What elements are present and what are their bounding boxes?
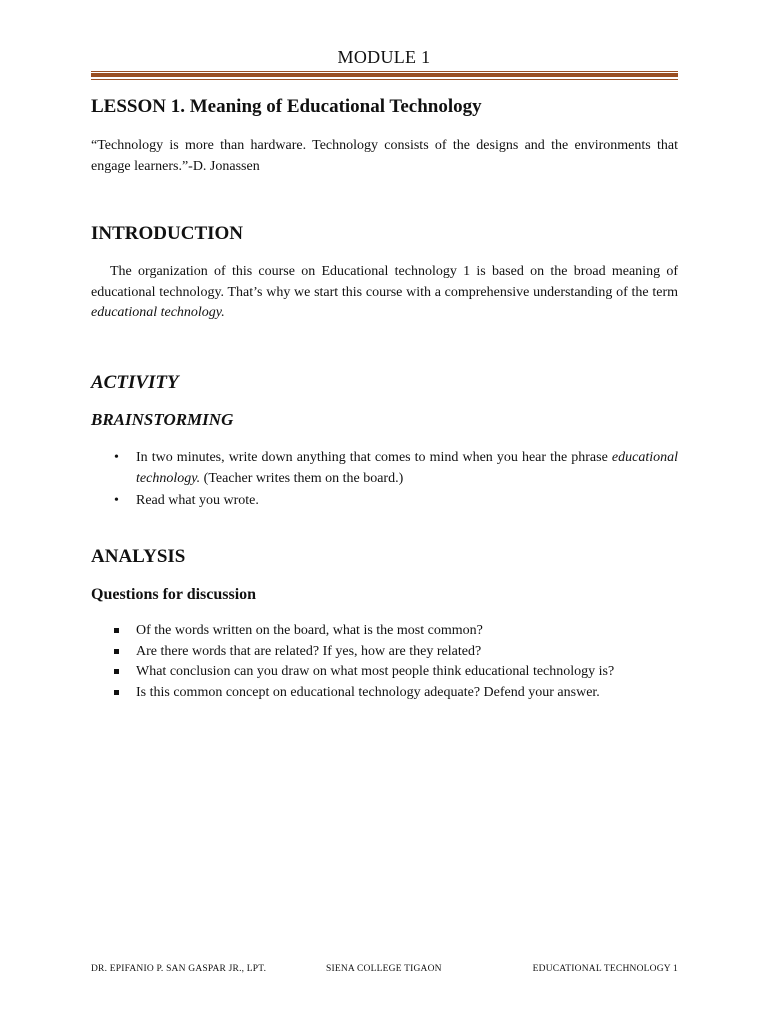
introduction-emphasis: educational technology. <box>91 305 225 320</box>
activity-heading: ACTIVITY <box>91 372 179 393</box>
bullet-text: In two minutes, write down anything that comes to mind when you hear the phrase <box>136 450 612 465</box>
introduction-paragraph <box>91 262 678 324</box>
list-item <box>91 447 678 489</box>
bullet-text: Read what you wrote. <box>136 493 259 508</box>
square-bullet-icon <box>114 628 119 633</box>
footer-course: EDUCATIONAL TECHNOLOGY 1 <box>532 964 678 974</box>
brainstorming-subheading: BRAINSTORMING <box>91 410 234 429</box>
analysis-heading: ANALYSIS <box>91 546 186 567</box>
bullet-emphasis: educational technology. <box>136 450 678 486</box>
footer-school: SIENA COLLEGE TIGAON <box>326 964 442 974</box>
question-text: Are there words that are related? If yes, how are they related? <box>136 643 482 659</box>
bullet-dot-icon: • <box>114 450 119 465</box>
introduction-heading: INTRODUCTION <box>91 223 244 244</box>
question-text: Of the words written on the board, what is the most common? <box>136 623 483 638</box>
footer-author: DR. EPIFANIO P. SAN GASPAR JR., LPT. <box>91 964 267 974</box>
header-rule-thick <box>91 73 678 77</box>
list-item <box>91 662 678 683</box>
activity-bullet-list <box>91 447 678 512</box>
list-item <box>91 683 678 704</box>
list-item <box>91 642 678 663</box>
question-text: What conclusion can you draw on what most people think educational technology is? <box>136 664 615 679</box>
module-title: MODULE 1 <box>337 47 431 67</box>
lesson-quote: “Technology is more than hardware. Technology consists of the designs and the environments that engage learners.”-D. Jonassen <box>91 138 678 174</box>
list-item <box>91 621 678 642</box>
questions-list <box>91 621 678 703</box>
question-text: Is this common concept on educational technology adequate? Defend your answer. <box>136 684 600 700</box>
lesson-title: LESSON 1. Meaning of Educational Technology <box>91 96 482 117</box>
square-bullet-icon <box>114 690 119 695</box>
header-rule-thin-top <box>91 71 678 72</box>
square-bullet-icon <box>114 669 119 674</box>
list-item <box>91 490 678 511</box>
header-rule-thin-bottom <box>91 79 678 80</box>
questions-subheading: Questions for discussion <box>91 586 257 603</box>
square-bullet-icon <box>114 649 119 654</box>
bullet-text-after: (Teacher writes them on the board.) <box>200 471 404 486</box>
bullet-dot-icon: • <box>114 493 119 508</box>
introduction-text: The organization of this course on Educational technology 1 is based on the broad meaning of educational technology. That’s why we start this course with a comprehensive understanding of the term <box>91 264 678 300</box>
